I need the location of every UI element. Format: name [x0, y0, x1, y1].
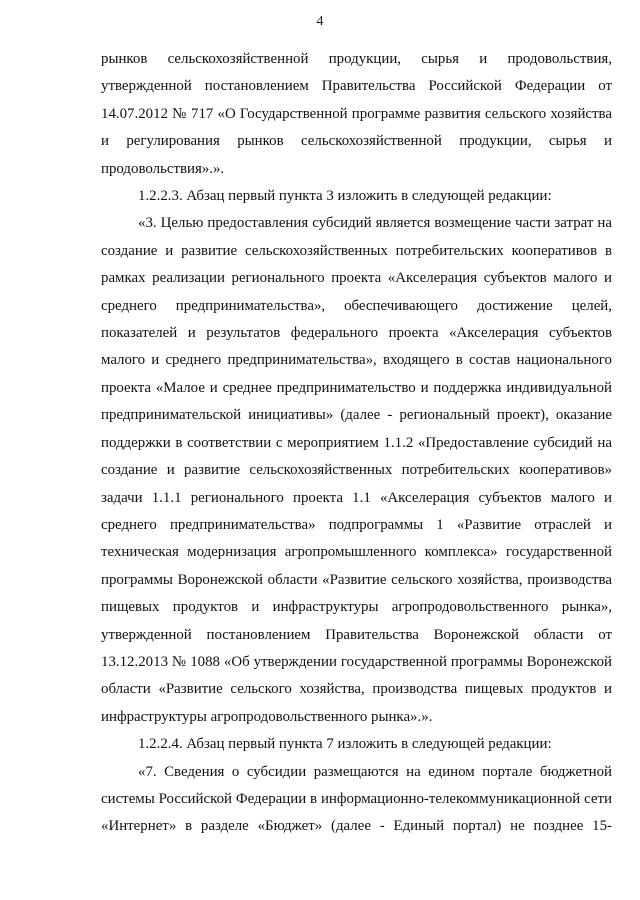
- paragraph-item-1-2-2-3: 1.2.2.3. Абзац первый пункта 3 изложить в следующей редакции:: [138, 188, 552, 205]
- paragraph-clause-7: «7. Сведения о субсидии размещаются на едином портале бюджетной системы Российской Федерации в информационно-телекоммуникационной сети «Интернет» в разделе «Бюджет» (далее - Единый портал) не позднее 15-: [101, 763, 612, 835]
- document-body: [101, 46, 612, 841]
- paragraph-item-1-2-2-4: 1.2.2.4. Абзац первый пункта 7 изложить в следующей редакции:: [138, 736, 552, 753]
- page-number: 4: [316, 14, 324, 29]
- paragraph-continuation: рынков сельскохозяйственной продукции, сырья и продовольствия, утвержденной постановлением Правительства Российской Федерации от 14.07.2012 № 717 «О Государственной программе развития сельского хозяйства и регулирования рынков сельскохозяйственной продукции, сырья и продовольствия».».: [101, 51, 612, 177]
- paragraph-clause-3: «3. Целью предоставления субсидий является возмещение части затрат на создание и развитие сельскохозяйственных потребительских кооперативов в рамках реализации регионального проекта «Акселерация субъектов малого и среднего предпринимательства», обеспечивающего достижение целей, показателей и результатов федерального проекта «Акселерация субъектов малого и среднего предпринимательства», входящего в состав национального проекта «Малое и среднее предпринимательство и поддержка индивидуальной предпринимательской инициативы» (далее - региональный проект), оказание поддержки в соответствии с мероприятием 1.1.2 «Предоставление субсидий на создание и развитие сельскохозяйственных потребительских кооперативов» задачи 1.1.1 регионального проекта 1.1 «Акселерация субъектов малого и среднего предпринимательства» подпрограммы 1 «Развитие отраслей и техническая модернизация агропромышленного комплекса» государственной программы Воронежской области «Развитие сельского хозяйства, производства пищевых продуктов и инфраструктуры агропродовольственного рынка», утвержденной постановлением Правительства Воронежской области от 13.12.2013 № 1088 «Об утверждении государственной программы Воронежской области «Развитие сельского хозяйства, производства пищевых продуктов и инфраструктуры агропродовольственного рынка».».: [101, 215, 612, 725]
